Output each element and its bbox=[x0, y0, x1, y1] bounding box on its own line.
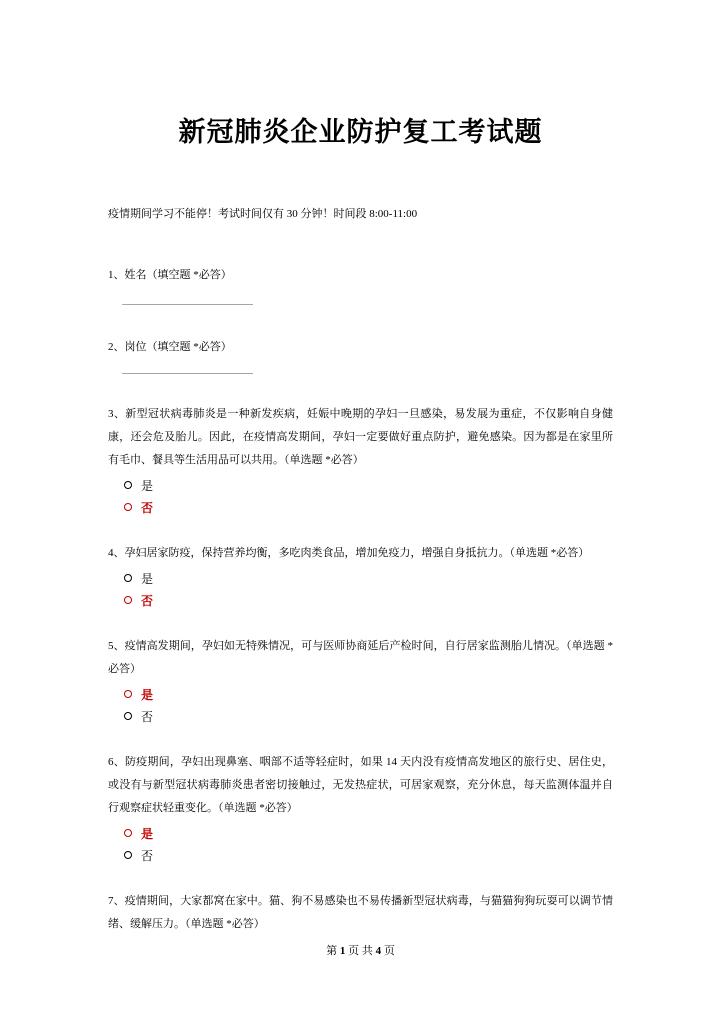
options-group bbox=[108, 474, 613, 518]
question-1 bbox=[108, 265, 613, 305]
footer-label: 页 共 bbox=[348, 945, 373, 957]
question-7 bbox=[108, 890, 613, 936]
option-label: 否 bbox=[141, 500, 154, 515]
option-label: 否 bbox=[141, 593, 154, 608]
question-text: 4、孕妇居家防疫，保持营养均衡，多吃肉类食品，增加免疫力，增强自身抵抗力。（单选题 *必答） bbox=[108, 547, 590, 559]
option-yes[interactable] bbox=[124, 683, 613, 705]
question-text: 1、姓名（填空题 *必答） bbox=[108, 269, 232, 281]
question-2 bbox=[108, 337, 613, 374]
option-no[interactable] bbox=[124, 844, 613, 866]
radio-selected-icon[interactable] bbox=[124, 596, 132, 604]
page-footer bbox=[0, 941, 721, 961]
radio-selected-icon[interactable] bbox=[124, 503, 132, 511]
option-no[interactable] bbox=[124, 705, 613, 727]
question-text: 5、疫情高发期间，孕妇如无特殊情况，可与医师协商延后产检时间，自行居家监测胎儿情况。（单选题 *必答） bbox=[108, 640, 613, 675]
options-group bbox=[108, 683, 613, 727]
options-group bbox=[108, 567, 613, 611]
option-label: 否 bbox=[141, 709, 154, 724]
radio-unselected-icon[interactable] bbox=[124, 851, 132, 859]
page-content bbox=[0, 118, 721, 936]
option-no[interactable] bbox=[124, 589, 613, 611]
question-text: 2、岗位（填空题 *必答） bbox=[108, 341, 232, 353]
radio-selected-icon[interactable] bbox=[124, 690, 132, 698]
radio-unselected-icon[interactable] bbox=[124, 481, 132, 489]
fill-blank-input[interactable] bbox=[122, 373, 253, 374]
total-page-number: 4 bbox=[375, 945, 382, 957]
option-yes[interactable] bbox=[124, 822, 613, 844]
option-label: 是 bbox=[141, 571, 154, 586]
page-title: 新冠肺炎企业防护复工考试题 bbox=[178, 117, 543, 147]
option-label: 否 bbox=[141, 848, 154, 863]
option-yes[interactable] bbox=[124, 474, 613, 496]
options-group bbox=[108, 822, 613, 866]
option-label: 是 bbox=[141, 826, 154, 841]
radio-unselected-icon[interactable] bbox=[124, 574, 132, 582]
option-yes[interactable] bbox=[124, 567, 613, 589]
fill-blank-input[interactable] bbox=[122, 304, 253, 305]
question-text: 7、疫情期间，大家都窝在家中。猫、狗不易感染也不易传播新型冠状病毒，与猫猫狗狗玩耍可以调节情绪、缓解压力。（单选题 *必答） bbox=[108, 895, 613, 930]
radio-unselected-icon[interactable] bbox=[124, 712, 132, 720]
question-5 bbox=[108, 635, 613, 727]
footer-label: 页 bbox=[383, 945, 395, 957]
option-label: 是 bbox=[141, 687, 154, 702]
question-6 bbox=[108, 751, 613, 866]
current-page-number: 1 bbox=[339, 945, 346, 957]
question-text: 3、新型冠状病毒肺炎是一种新发疾病，妊娠中晚期的孕妇一旦感染，易发展为重症，不仅影响自身健康，还会危及胎儿。因此，在疫情高发期间，孕妇一定要做好重点防护，避免感染。因为都是在家里所有毛巾、餐具等生活用品可以共用。（单选题 *必答） bbox=[108, 408, 613, 466]
exam-intro-text: 疫情期间学习不能停！考试时间仅有 30 分钟！时间段 8:00-11:00 bbox=[108, 208, 418, 220]
option-label: 是 bbox=[141, 478, 154, 493]
footer-label: 第 bbox=[326, 945, 338, 957]
question-3 bbox=[108, 403, 613, 518]
option-no[interactable] bbox=[124, 496, 613, 518]
radio-selected-icon[interactable] bbox=[124, 829, 132, 837]
question-text: 6、防疫期间，孕妇出现鼻塞、咽部不适等轻症时，如果 14 天内没有疫情高发地区的旅行史、居住史，或没有与新型冠状病毒肺炎患者密切接触过，无发热症状，可居家观察，充分休息，每天监测体温并自行观察症状轻重变化。（单选题 *必答） bbox=[108, 756, 613, 814]
question-4 bbox=[108, 542, 613, 611]
